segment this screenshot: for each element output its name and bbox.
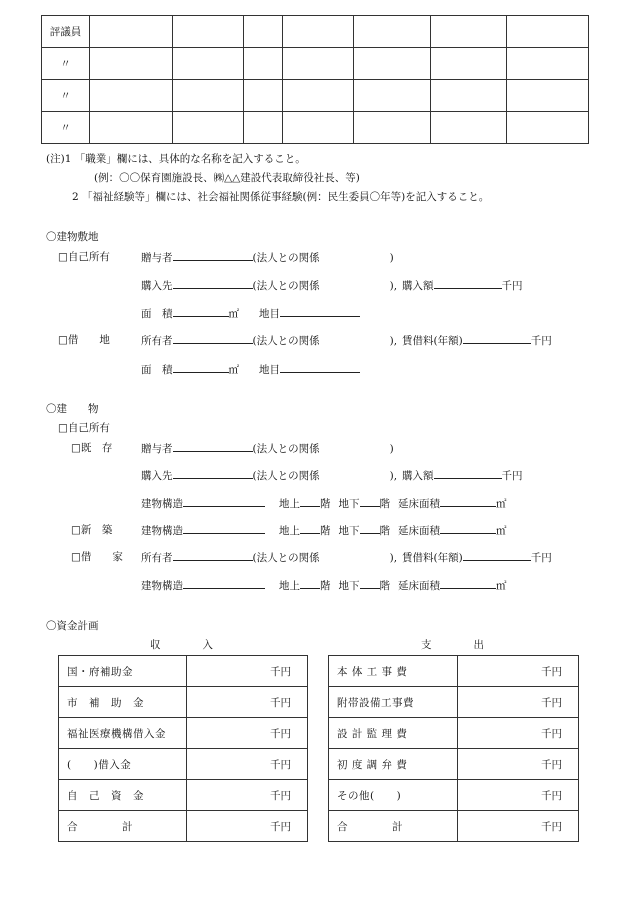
land-rent-field[interactable] bbox=[463, 332, 531, 344]
building-lease-checkbox[interactable]: □借 家 bbox=[71, 551, 123, 563]
note-1-example: (例：〇〇保育園施設長、㈱△△建設代表取締役社長、等) bbox=[94, 172, 360, 184]
table-row: 設 計 監 理 費 千円 bbox=[329, 718, 579, 749]
table-row bbox=[42, 112, 589, 144]
table-row: ( )借入金 千円 bbox=[59, 749, 308, 780]
table-row bbox=[42, 48, 589, 80]
building-donor-row: 贈与者 (法人との関係 ) bbox=[141, 440, 394, 456]
land-lease-checkbox[interactable]: □借 地 bbox=[58, 334, 110, 346]
table-row: 本 体 工 事 費 千円 bbox=[329, 656, 579, 687]
table-row: 初 度 調 弁 費 千円 bbox=[329, 749, 579, 780]
building-purchase-amount-field[interactable] bbox=[434, 467, 502, 479]
land-lease-area-field[interactable] bbox=[173, 361, 229, 373]
table-row: 附帯設備工事費 千円 bbox=[329, 687, 579, 718]
building-structure-row-1: 建物構造 地上 階 地下 階 延床面積 ㎡ bbox=[141, 495, 507, 511]
table-row: 自 己 資 金 千円 bbox=[59, 780, 308, 811]
land-area-field[interactable] bbox=[173, 305, 229, 317]
row-label: 〃 bbox=[42, 112, 90, 144]
table-row: 合 計 千円 bbox=[59, 811, 308, 842]
land-area-row: 面 積 ㎡ 地目 bbox=[141, 305, 360, 321]
table-row: 合 計 千円 bbox=[329, 811, 579, 842]
building-new-checkbox[interactable]: □新 築 bbox=[71, 524, 113, 536]
committee-table bbox=[41, 15, 589, 144]
land-donor-row: 贈与者 (法人との関係 ) bbox=[141, 249, 394, 265]
income-header: 収 入 bbox=[150, 639, 213, 651]
land-purchase-row: 購入先 (法人との関係 ), 購入額 千円 bbox=[141, 277, 523, 293]
land-lease-row: 所有者 (法人との関係 ), 賃借料(年額) 千円 bbox=[141, 332, 552, 348]
table-row: 国・府補助金 千円 bbox=[59, 656, 308, 687]
table-row bbox=[42, 80, 589, 112]
expense-table bbox=[328, 655, 579, 842]
building-existing-checkbox[interactable]: □既 存 bbox=[71, 442, 113, 454]
land-purchase-from-field[interactable] bbox=[173, 277, 253, 289]
land-purchase-amount-field[interactable] bbox=[434, 277, 502, 289]
land-section-title: 〇建物敷地 bbox=[46, 231, 99, 243]
note-1: (注)1 「職業」欄には、具体的な名称を記入すること。 bbox=[46, 153, 306, 165]
building-section-title: 〇建 物 bbox=[46, 403, 99, 415]
table-row bbox=[42, 16, 589, 48]
land-lease-area-row: 面 積 ㎡ 地目 bbox=[141, 361, 360, 377]
building-own-checkbox[interactable]: □自己所有 bbox=[58, 422, 110, 434]
row-label: 〃 bbox=[42, 80, 90, 112]
building-purchase-from-field[interactable] bbox=[173, 467, 253, 479]
expense-header: 支 出 bbox=[421, 639, 484, 651]
table-row: その他( ) 千円 bbox=[329, 780, 579, 811]
funding-section-title: 〇資金計画 bbox=[46, 620, 99, 632]
land-category-field[interactable] bbox=[280, 305, 360, 317]
note-2: 2 「福祉経験等」欄には、社会福祉関係従事経験(例：民生委員〇年等)を記入すること。 bbox=[72, 191, 490, 203]
land-lease-category-field[interactable] bbox=[280, 361, 360, 373]
building-donor-field[interactable] bbox=[173, 440, 253, 452]
building-lease-row: 所有者 (法人との関係 ), 賃借料(年額) 千円 bbox=[141, 549, 552, 565]
building-purchase-row: 購入先 (法人との関係 ), 購入額 千円 bbox=[141, 467, 523, 483]
table-row: 市 補 助 金 千円 bbox=[59, 687, 308, 718]
building-structure-row-3: 建物構造 地上 階 地下 階 延床面積 ㎡ bbox=[141, 577, 507, 593]
land-donor-field[interactable] bbox=[173, 249, 253, 261]
land-own-checkbox[interactable]: □自己所有 bbox=[58, 251, 110, 263]
row-label: 〃 bbox=[42, 48, 90, 80]
building-structure-row-2: 建物構造 地上 階 地下 階 延床面積 ㎡ bbox=[141, 522, 507, 538]
table-row: 福祉医療機構借入金 千円 bbox=[59, 718, 308, 749]
row-label: 評議員 bbox=[42, 16, 90, 48]
land-owner-field[interactable] bbox=[173, 332, 253, 344]
income-table bbox=[58, 655, 308, 842]
